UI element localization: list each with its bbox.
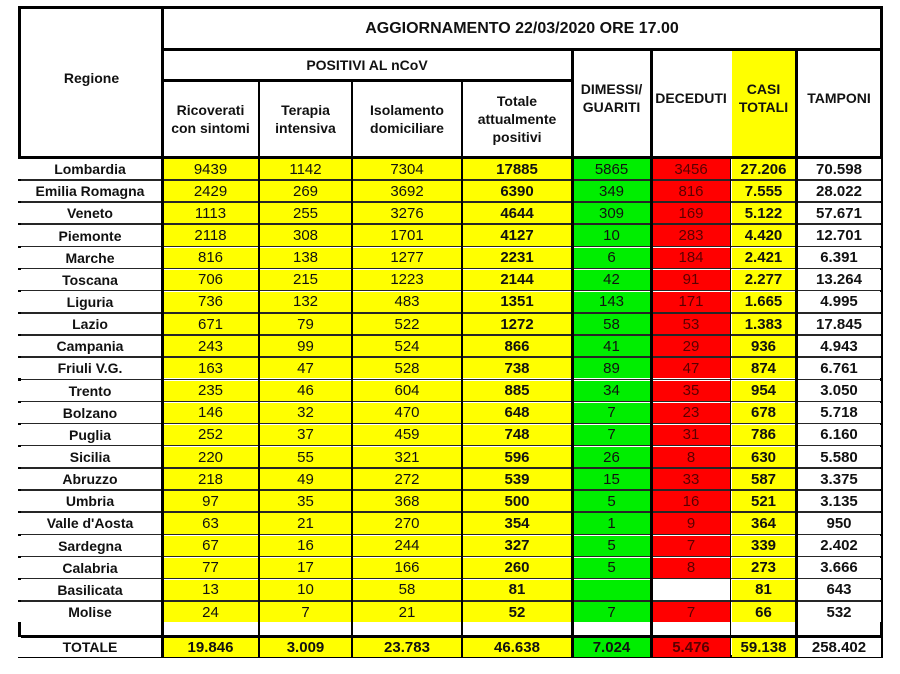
row-divider — [21, 379, 882, 381]
cell-regione: Toscana — [18, 270, 162, 290]
header-tamponi: TAMPONI — [807, 90, 871, 106]
cell-totale: 2144 — [463, 270, 571, 290]
cell-regione: Campania — [18, 336, 162, 356]
cell-dimessi: 34 — [573, 381, 650, 401]
cell-ricoverati: 220 — [163, 447, 258, 467]
total-terapia: 3.009 — [260, 637, 351, 657]
cell-deceduti: 169 — [652, 203, 730, 223]
row-divider — [21, 534, 882, 536]
cell-ricoverati: 63 — [163, 513, 258, 533]
cell-isolamento: 166 — [353, 558, 461, 578]
cell-isolamento: 604 — [353, 381, 461, 401]
cell-casi: 66 — [732, 602, 795, 622]
cell-tamponi: 57.671 — [797, 203, 881, 223]
cell-dimessi: 10 — [573, 225, 650, 245]
cell-terapia: 308 — [260, 225, 351, 245]
cell-casi: 81 — [732, 580, 795, 600]
cell-terapia: 10 — [260, 580, 351, 600]
cell-casi: 7.555 — [732, 181, 795, 201]
cell-terapia: 49 — [260, 469, 351, 489]
cell-ricoverati: 235 — [163, 381, 258, 401]
cell-casi: 27.206 — [732, 159, 795, 179]
total-totale: 46.638 — [463, 637, 571, 657]
cell-ricoverati: 13 — [163, 580, 258, 600]
cell-ricoverati: 243 — [163, 336, 258, 356]
cell-dimessi: 143 — [573, 292, 650, 312]
cell-tamponi: 3.375 — [797, 469, 881, 489]
cell-ricoverati: 2118 — [163, 225, 258, 245]
cell-ricoverati: 671 — [163, 314, 258, 334]
header-totale — [462, 80, 572, 157]
cell-ricoverati: 97 — [163, 491, 258, 511]
cell-isolamento: 483 — [353, 292, 461, 312]
cell-isolamento: 368 — [353, 491, 461, 511]
total-ricoverati: 19.846 — [163, 637, 258, 657]
header-casi — [731, 49, 796, 147]
header-line: domiciliare — [370, 119, 444, 136]
cell-totale: 4644 — [463, 203, 571, 223]
cell-deceduti: 171 — [652, 292, 730, 312]
cell-isolamento: 524 — [353, 336, 461, 356]
cell-terapia: 47 — [260, 358, 351, 378]
cell-casi: 678 — [732, 403, 795, 423]
cell-dimessi: 26 — [573, 447, 650, 467]
header-line: Isolamento — [370, 101, 444, 118]
cell-totale: 1351 — [463, 292, 571, 312]
cell-casi: 587 — [732, 469, 795, 489]
cell-regione: Emilia Romagna — [18, 181, 162, 201]
total-casi: 59.138 — [732, 637, 795, 657]
row-divider — [21, 156, 882, 159]
row-divider — [21, 356, 882, 358]
header-line: attualmente — [477, 110, 557, 127]
cell-dimessi: 6 — [573, 248, 650, 268]
cell-deceduti: 31 — [652, 425, 730, 445]
row-divider — [21, 223, 882, 225]
cell-tamponi: 532 — [797, 602, 881, 622]
cell-deceduti: 29 — [652, 336, 730, 356]
cell-regione: Abruzzo — [18, 469, 162, 489]
row-divider — [21, 511, 882, 513]
row-divider — [21, 290, 882, 292]
cell-totale: 648 — [463, 403, 571, 423]
cell-deceduti: 9 — [652, 513, 730, 533]
cell-totale: 260 — [463, 558, 571, 578]
cell-casi: 364 — [732, 513, 795, 533]
cell-isolamento: 459 — [353, 425, 461, 445]
cell-dimessi: 1 — [573, 513, 650, 533]
cell-regione: Piemonte — [18, 225, 162, 245]
page-title: AGGIORNAMENTO 22/03/2020 ORE 17.00 — [365, 20, 679, 37]
cell-dimessi: 5 — [573, 491, 650, 511]
cell-regione: Veneto — [18, 203, 162, 223]
row-divider — [21, 268, 882, 270]
cell-terapia: 16 — [260, 536, 351, 556]
cell-tamponi: 643 — [797, 580, 881, 600]
cell-regione: Liguria — [18, 292, 162, 312]
cell-regione: Marche — [18, 248, 162, 268]
row-divider — [21, 246, 882, 248]
row-divider — [21, 179, 882, 181]
cell-totale: 327 — [463, 536, 571, 556]
cell-casi: 874 — [732, 358, 795, 378]
cell-deceduti — [652, 580, 730, 600]
total-isolamento: 23.783 — [353, 637, 461, 657]
cell-terapia: 132 — [260, 292, 351, 312]
header-line: Ricoverati — [176, 101, 245, 118]
cell-dimessi: 7 — [573, 602, 650, 622]
cell-casi: 786 — [732, 425, 795, 445]
cell-deceduti: 184 — [652, 248, 730, 268]
cell-isolamento: 7304 — [353, 159, 461, 179]
row-divider — [21, 600, 882, 602]
header-line: Terapia — [281, 101, 330, 118]
cell-ricoverati: 816 — [163, 248, 258, 268]
row-divider — [21, 423, 882, 425]
cell-totale: 17885 — [463, 159, 571, 179]
cell-tamponi: 6.391 — [797, 248, 881, 268]
cell-deceduti: 33 — [652, 469, 730, 489]
cell-dimessi: 41 — [573, 336, 650, 356]
cell-tamponi: 13.264 — [797, 270, 881, 290]
cell-casi: 273 — [732, 558, 795, 578]
cell-regione: Lombardia — [18, 159, 162, 179]
cell-ricoverati: 736 — [163, 292, 258, 312]
row-divider — [21, 467, 882, 469]
cell-isolamento: 58 — [353, 580, 461, 600]
cell-casi: 2.277 — [732, 270, 795, 290]
cell-deceduti: 8 — [652, 558, 730, 578]
cell-dimessi: 15 — [573, 469, 650, 489]
cell-casi: 1.383 — [732, 314, 795, 334]
cell-dimessi: 349 — [573, 181, 650, 201]
cell-totale: 2231 — [463, 248, 571, 268]
cell-dimessi: 42 — [573, 270, 650, 290]
row-divider — [21, 445, 882, 447]
cell-casi: 936 — [732, 336, 795, 356]
cell-tamponi: 12.701 — [797, 225, 881, 245]
cell-tamponi: 2.402 — [797, 536, 881, 556]
cell-isolamento: 21 — [353, 602, 461, 622]
row-divider — [162, 79, 572, 82]
cell-isolamento: 270 — [353, 513, 461, 533]
header-line: positivi — [492, 128, 542, 145]
cell-terapia: 255 — [260, 203, 351, 223]
cell-dimessi: 5 — [573, 536, 650, 556]
cell-regione: Umbria — [18, 491, 162, 511]
cell-deceduti: 23 — [652, 403, 730, 423]
header-regione: Regione — [63, 70, 120, 86]
cell-ricoverati: 9439 — [163, 159, 258, 179]
cell-casi: 1.665 — [732, 292, 795, 312]
cell-terapia: 215 — [260, 270, 351, 290]
cell-deceduti: 7 — [652, 602, 730, 622]
cell-dimessi: 89 — [573, 358, 650, 378]
cell-casi: 630 — [732, 447, 795, 467]
cell-regione: Bolzano — [18, 403, 162, 423]
cell-totale: 738 — [463, 358, 571, 378]
cell-tamponi: 6.761 — [797, 358, 881, 378]
cell-ricoverati: 1113 — [163, 203, 258, 223]
cell-deceduti: 3456 — [652, 159, 730, 179]
cell-ricoverati: 67 — [163, 536, 258, 556]
cell-totale: 354 — [463, 513, 571, 533]
row-divider — [21, 312, 882, 314]
cell-totale: 539 — [463, 469, 571, 489]
cell-terapia: 138 — [260, 248, 351, 268]
cell-regione: Trento — [18, 381, 162, 401]
cell-isolamento: 321 — [353, 447, 461, 467]
cell-isolamento: 1277 — [353, 248, 461, 268]
cell-regione: Friuli V.G. — [18, 358, 162, 378]
row-divider — [21, 334, 882, 336]
cell-totale: 500 — [463, 491, 571, 511]
cell-terapia: 99 — [260, 336, 351, 356]
cell-casi: 954 — [732, 381, 795, 401]
cell-ricoverati: 24 — [163, 602, 258, 622]
cell-deceduti: 53 — [652, 314, 730, 334]
cell-tamponi: 4.943 — [797, 336, 881, 356]
cell-tamponi: 3.666 — [797, 558, 881, 578]
column-divider — [795, 49, 798, 658]
cell-terapia: 79 — [260, 314, 351, 334]
total-regione: TOTALE — [18, 637, 162, 657]
column-divider — [461, 80, 463, 658]
cell-isolamento: 3276 — [353, 203, 461, 223]
cell-tamponi: 3.050 — [797, 381, 881, 401]
cell-terapia: 37 — [260, 425, 351, 445]
cell-totale: 81 — [463, 580, 571, 600]
cell-tamponi: 17.845 — [797, 314, 881, 334]
cell-isolamento: 272 — [353, 469, 461, 489]
cell-totale: 866 — [463, 336, 571, 356]
cell-deceduti: 7 — [652, 536, 730, 556]
cell-isolamento: 3692 — [353, 181, 461, 201]
header-line: TOTALI — [738, 99, 789, 115]
cell-regione: Sicilia — [18, 447, 162, 467]
column-divider — [258, 80, 260, 658]
cell-totale: 596 — [463, 447, 571, 467]
header-line: DIMESSI/ — [580, 81, 643, 97]
cell-terapia: 17 — [260, 558, 351, 578]
cell-dimessi — [573, 580, 650, 600]
cell-tamponi: 6.160 — [797, 425, 881, 445]
cell-deceduti: 16 — [652, 491, 730, 511]
cell-ricoverati: 163 — [163, 358, 258, 378]
cell-ricoverati: 218 — [163, 469, 258, 489]
cell-dimessi: 5865 — [573, 159, 650, 179]
cell-ricoverati: 706 — [163, 270, 258, 290]
header-dimessi — [572, 49, 651, 147]
cell-regione: Lazio — [18, 314, 162, 334]
cell-deceduti: 816 — [652, 181, 730, 201]
column-divider — [571, 49, 574, 658]
header-positivi: POSITIVI AL nCoV — [306, 56, 428, 73]
cell-ricoverati: 2429 — [163, 181, 258, 201]
cell-deceduti: 8 — [652, 447, 730, 467]
cell-tamponi: 5.580 — [797, 447, 881, 467]
cell-dimessi: 7 — [573, 425, 650, 445]
cell-terapia: 7 — [260, 602, 351, 622]
cell-regione: Valle d'Aosta — [18, 513, 162, 533]
header-line: con sintomi — [171, 119, 250, 136]
cell-isolamento: 244 — [353, 536, 461, 556]
cell-totale: 4127 — [463, 225, 571, 245]
cell-terapia: 55 — [260, 447, 351, 467]
cell-casi: 4.420 — [732, 225, 795, 245]
cell-regione: Molise — [18, 602, 162, 622]
cell-dimessi: 5 — [573, 558, 650, 578]
cell-terapia: 269 — [260, 181, 351, 201]
cell-isolamento: 1223 — [353, 270, 461, 290]
cell-regione: Sardegna — [18, 536, 162, 556]
row-divider — [21, 578, 882, 580]
cell-tamponi: 5.718 — [797, 403, 881, 423]
header-deceduti: DECEDUTI — [655, 90, 727, 106]
cell-casi: 339 — [732, 536, 795, 556]
cell-terapia: 35 — [260, 491, 351, 511]
cell-totale: 748 — [463, 425, 571, 445]
total-dimessi: 7.024 — [573, 637, 650, 657]
cell-deceduti: 283 — [652, 225, 730, 245]
cell-deceduti: 47 — [652, 358, 730, 378]
cell-regione: Basilicata — [18, 580, 162, 600]
cell-deceduti: 91 — [652, 270, 730, 290]
header-line: GUARITI — [582, 99, 641, 115]
header-ricoverati — [162, 80, 259, 157]
cell-totale: 6390 — [463, 181, 571, 201]
cell-tamponi: 3.135 — [797, 491, 881, 511]
cell-casi: 521 — [732, 491, 795, 511]
cell-dimessi: 58 — [573, 314, 650, 334]
cell-totale: 885 — [463, 381, 571, 401]
header-line: intensiva — [275, 119, 336, 136]
cell-terapia: 21 — [260, 513, 351, 533]
cell-isolamento: 470 — [353, 403, 461, 423]
cell-regione: Puglia — [18, 425, 162, 445]
cell-terapia: 1142 — [260, 159, 351, 179]
cell-totale: 1272 — [463, 314, 571, 334]
header-line: Totale — [496, 92, 538, 109]
column-divider — [650, 49, 653, 658]
cell-totale: 52 — [463, 602, 571, 622]
cell-tamponi: 4.995 — [797, 292, 881, 312]
total-tamponi: 258.402 — [797, 637, 881, 657]
row-divider — [21, 201, 882, 203]
cell-dimessi: 7 — [573, 403, 650, 423]
cell-regione: Calabria — [18, 558, 162, 578]
header-terapia — [259, 80, 352, 157]
cell-ricoverati: 77 — [163, 558, 258, 578]
cell-dimessi: 309 — [573, 203, 650, 223]
cell-tamponi: 950 — [797, 513, 881, 533]
cell-ricoverati: 146 — [163, 403, 258, 423]
cell-tamponi: 70.598 — [797, 159, 881, 179]
row-divider — [21, 556, 882, 558]
cell-ricoverati: 252 — [163, 425, 258, 445]
cell-isolamento: 1701 — [353, 225, 461, 245]
column-divider — [730, 157, 731, 658]
row-divider — [21, 489, 882, 491]
cell-casi: 2.421 — [732, 248, 795, 268]
row-divider — [162, 48, 882, 51]
covid-table — [18, 6, 883, 658]
cell-terapia: 46 — [260, 381, 351, 401]
cell-terapia: 32 — [260, 403, 351, 423]
row-divider — [21, 401, 882, 403]
cell-deceduti: 35 — [652, 381, 730, 401]
header-line: CASI — [746, 81, 781, 97]
cell-tamponi: 28.022 — [797, 181, 881, 201]
cell-casi: 5.122 — [732, 203, 795, 223]
column-divider — [351, 80, 353, 658]
total-deceduti: 5.476 — [652, 637, 730, 657]
cell-isolamento: 528 — [353, 358, 461, 378]
row-divider — [21, 635, 882, 638]
cell-isolamento: 522 — [353, 314, 461, 334]
header-isolamento — [352, 80, 462, 157]
